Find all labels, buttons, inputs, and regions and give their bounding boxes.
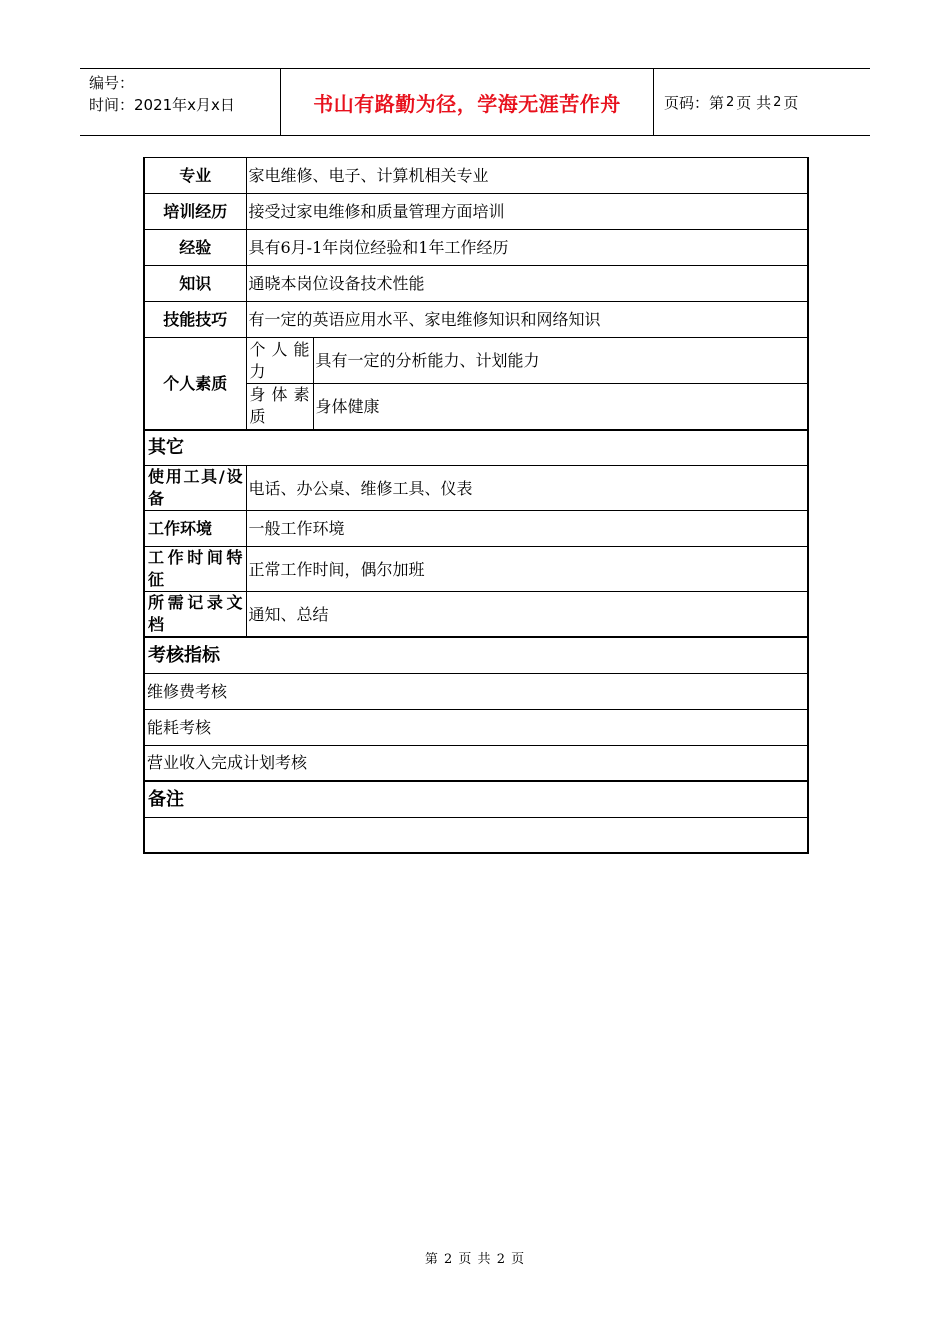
kpi-item: 能耗考核 xyxy=(144,709,808,745)
health-label: 身 体 素 质 xyxy=(246,384,313,430)
kpi-item: 营业收入完成计划考核 xyxy=(144,745,808,781)
time-label: 时间：2021年x月x日 xyxy=(89,96,235,114)
page-total: 2 xyxy=(773,94,782,110)
table-row xyxy=(144,158,808,194)
skills-label: 技能技巧 xyxy=(144,302,246,338)
table-row xyxy=(144,817,808,853)
table-row xyxy=(144,547,808,592)
section-row xyxy=(144,637,808,673)
page-header xyxy=(80,68,870,136)
page-indicator xyxy=(654,69,870,135)
table-row xyxy=(144,511,808,547)
docs-value: 通知、总结 xyxy=(246,592,808,638)
table-row xyxy=(144,302,808,338)
table-row xyxy=(144,338,808,384)
training-label: 培训经历 xyxy=(144,194,246,230)
kpi-section-title: 考核指标 xyxy=(144,637,808,673)
health-value: 身体健康 xyxy=(313,384,808,430)
skills-value: 有一定的英语应用水平、家电维修知识和网络知识 xyxy=(246,302,808,338)
notes-value xyxy=(144,817,808,853)
major-label: 专业 xyxy=(144,158,246,194)
table-row xyxy=(144,745,808,781)
section-row xyxy=(144,430,808,466)
knowledge-label: 知识 xyxy=(144,266,246,302)
env-label: 工作环境 xyxy=(144,511,246,547)
page-suffix: 页 xyxy=(783,93,799,112)
table-row xyxy=(144,592,808,638)
header-left xyxy=(80,69,281,135)
table-row xyxy=(144,466,808,511)
tools-value: 电话、办公桌、维修工具、仪表 xyxy=(246,466,808,511)
worktime-label: 工作时间特征 xyxy=(144,547,246,592)
table-row xyxy=(144,230,808,266)
job-spec-table xyxy=(143,157,807,854)
other-section-title: 其它 xyxy=(144,430,808,466)
env-value: 一般工作环境 xyxy=(246,511,808,547)
page-prefix: 页码：第 xyxy=(664,93,725,112)
quality-label: 个人素质 xyxy=(144,338,246,430)
table-row xyxy=(144,709,808,745)
page-num: 2 xyxy=(726,94,735,110)
page-footer: 第 2 页 共 2 页 xyxy=(424,1252,526,1267)
page-mid: 页 共 xyxy=(736,93,772,112)
ability-value: 具有一定的分析能力、计划能力 xyxy=(313,338,808,384)
table-row xyxy=(144,673,808,709)
table-row xyxy=(144,194,808,230)
experience-label: 经验 xyxy=(144,230,246,266)
knowledge-value: 通晓本岗位设备技术性能 xyxy=(246,266,808,302)
motto: 书山有路勤为径，学海无涯苦作舟 xyxy=(281,69,654,135)
table-row xyxy=(144,266,808,302)
kpi-item: 维修费考核 xyxy=(144,673,808,709)
worktime-value: 正常工作时间，偶尔加班 xyxy=(246,547,808,592)
docs-label: 所需记录文档 xyxy=(144,592,246,638)
tools-label: 使用工具/设备 xyxy=(144,466,246,511)
training-value: 接受过家电维修和质量管理方面培训 xyxy=(246,194,808,230)
notes-section-title: 备注 xyxy=(144,781,808,817)
major-value: 家电维修、电子、计算机相关专业 xyxy=(246,158,808,194)
ability-label: 个 人 能 力 xyxy=(246,338,313,384)
experience-value: 具有6月-1年岗位经验和1年工作经历 xyxy=(246,230,808,266)
code-label: 编号： xyxy=(89,74,135,92)
section-row xyxy=(144,781,808,817)
